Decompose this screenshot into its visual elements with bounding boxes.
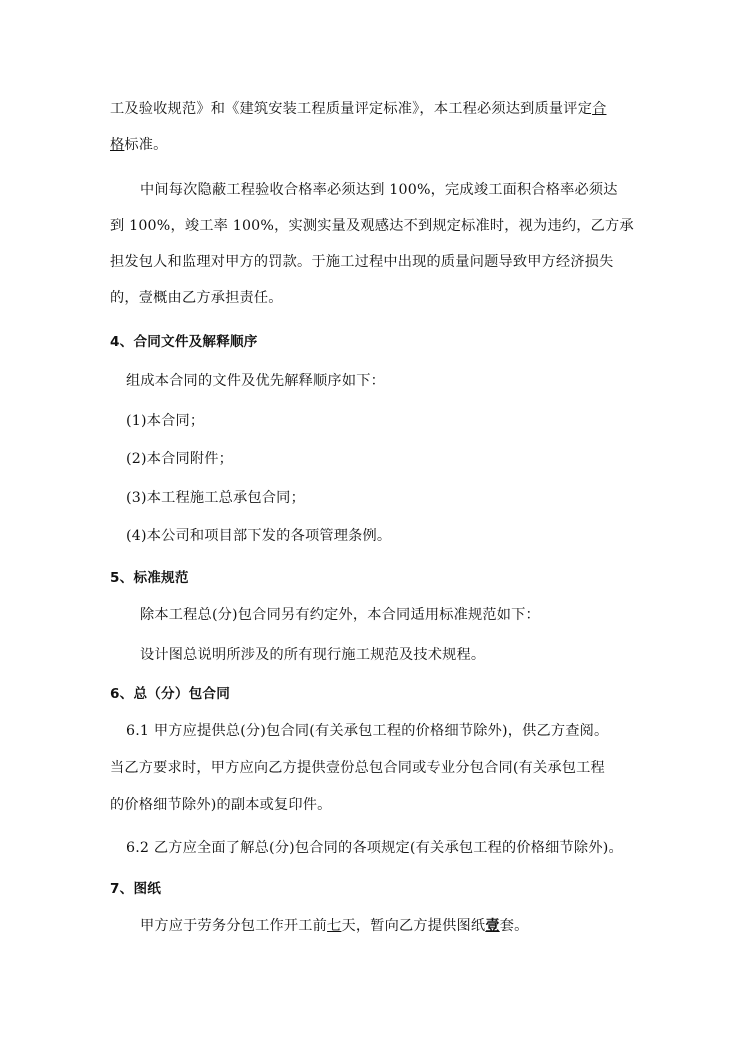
body-line: 当乙方要求时，甲方应向乙方提供壹份总包合同或专业分包合同(有关承包工程 bbox=[110, 760, 605, 776]
text-run: 甲方应于劳务分包工作开工前 bbox=[140, 918, 328, 934]
section-heading-5: 5、标准规范 bbox=[110, 570, 189, 586]
body-line: 6.2 乙方应全面了解总(分)包合同的各项规定(有关承包工程的价格细节除外)。 bbox=[126, 840, 623, 856]
list-item: (2)本合同附件； bbox=[126, 451, 234, 467]
body-line: 担发包人和监理对甲方的罚款。于施工过程中出现的质量问题导致甲方经济损失 bbox=[110, 254, 614, 270]
list-item: (1)本合同； bbox=[126, 413, 205, 429]
body-line bbox=[110, 135, 640, 155]
body-line: 设计图总说明所涉及的所有现行施工规范及技术规程。 bbox=[140, 647, 486, 663]
body-line: 除本工程总(分)包合同另有约定外，本合同适用标准规范如下： bbox=[140, 607, 540, 623]
body-line: 组成本合同的文件及优先解释顺序如下： bbox=[126, 373, 385, 389]
body-line bbox=[110, 99, 640, 119]
body-line: 中间每次隐蔽工程验收合格率必须达到 100%，完成竣工面积合格率必须达 bbox=[140, 182, 618, 198]
section-heading-6: 6、总（分）包合同 bbox=[110, 686, 231, 702]
underlined-text: 七 bbox=[327, 918, 342, 934]
body-line: 的价格细节除外)的副本或复印件。 bbox=[110, 797, 332, 813]
body-line: 6.1 甲方应提供总(分)包合同(有关承包工程的价格细节除外)，供乙方查阅。 bbox=[126, 723, 609, 739]
list-item: (3)本工程施工总承包合同； bbox=[126, 490, 305, 506]
text-run: 天，暂向乙方提供图纸 bbox=[341, 918, 486, 934]
section-heading-7: 7、图纸 bbox=[110, 881, 162, 897]
underlined-bold-text: 壹 bbox=[485, 918, 500, 934]
underlined-text: 格 bbox=[110, 137, 125, 153]
section-heading-4: 4、合同文件及解释顺序 bbox=[110, 334, 258, 350]
body-line bbox=[140, 916, 670, 936]
underlined-text: 合 bbox=[592, 101, 607, 117]
body-line: 到 100%，竣工率 100%，实测实量及观感达不到规定标准时，视为违约，乙方承 bbox=[110, 218, 634, 234]
text-run: 套。 bbox=[499, 918, 529, 934]
text-run: 标准。 bbox=[124, 137, 168, 153]
list-item: (4)本公司和项目部下发的各项管理条例。 bbox=[126, 528, 392, 544]
body-line: 的，壹概由乙方承担责任。 bbox=[110, 290, 283, 306]
text-run: 工及验收规范》和《建筑安装工程质量评定标准》，本工程必须达到质量评定 bbox=[110, 101, 593, 117]
